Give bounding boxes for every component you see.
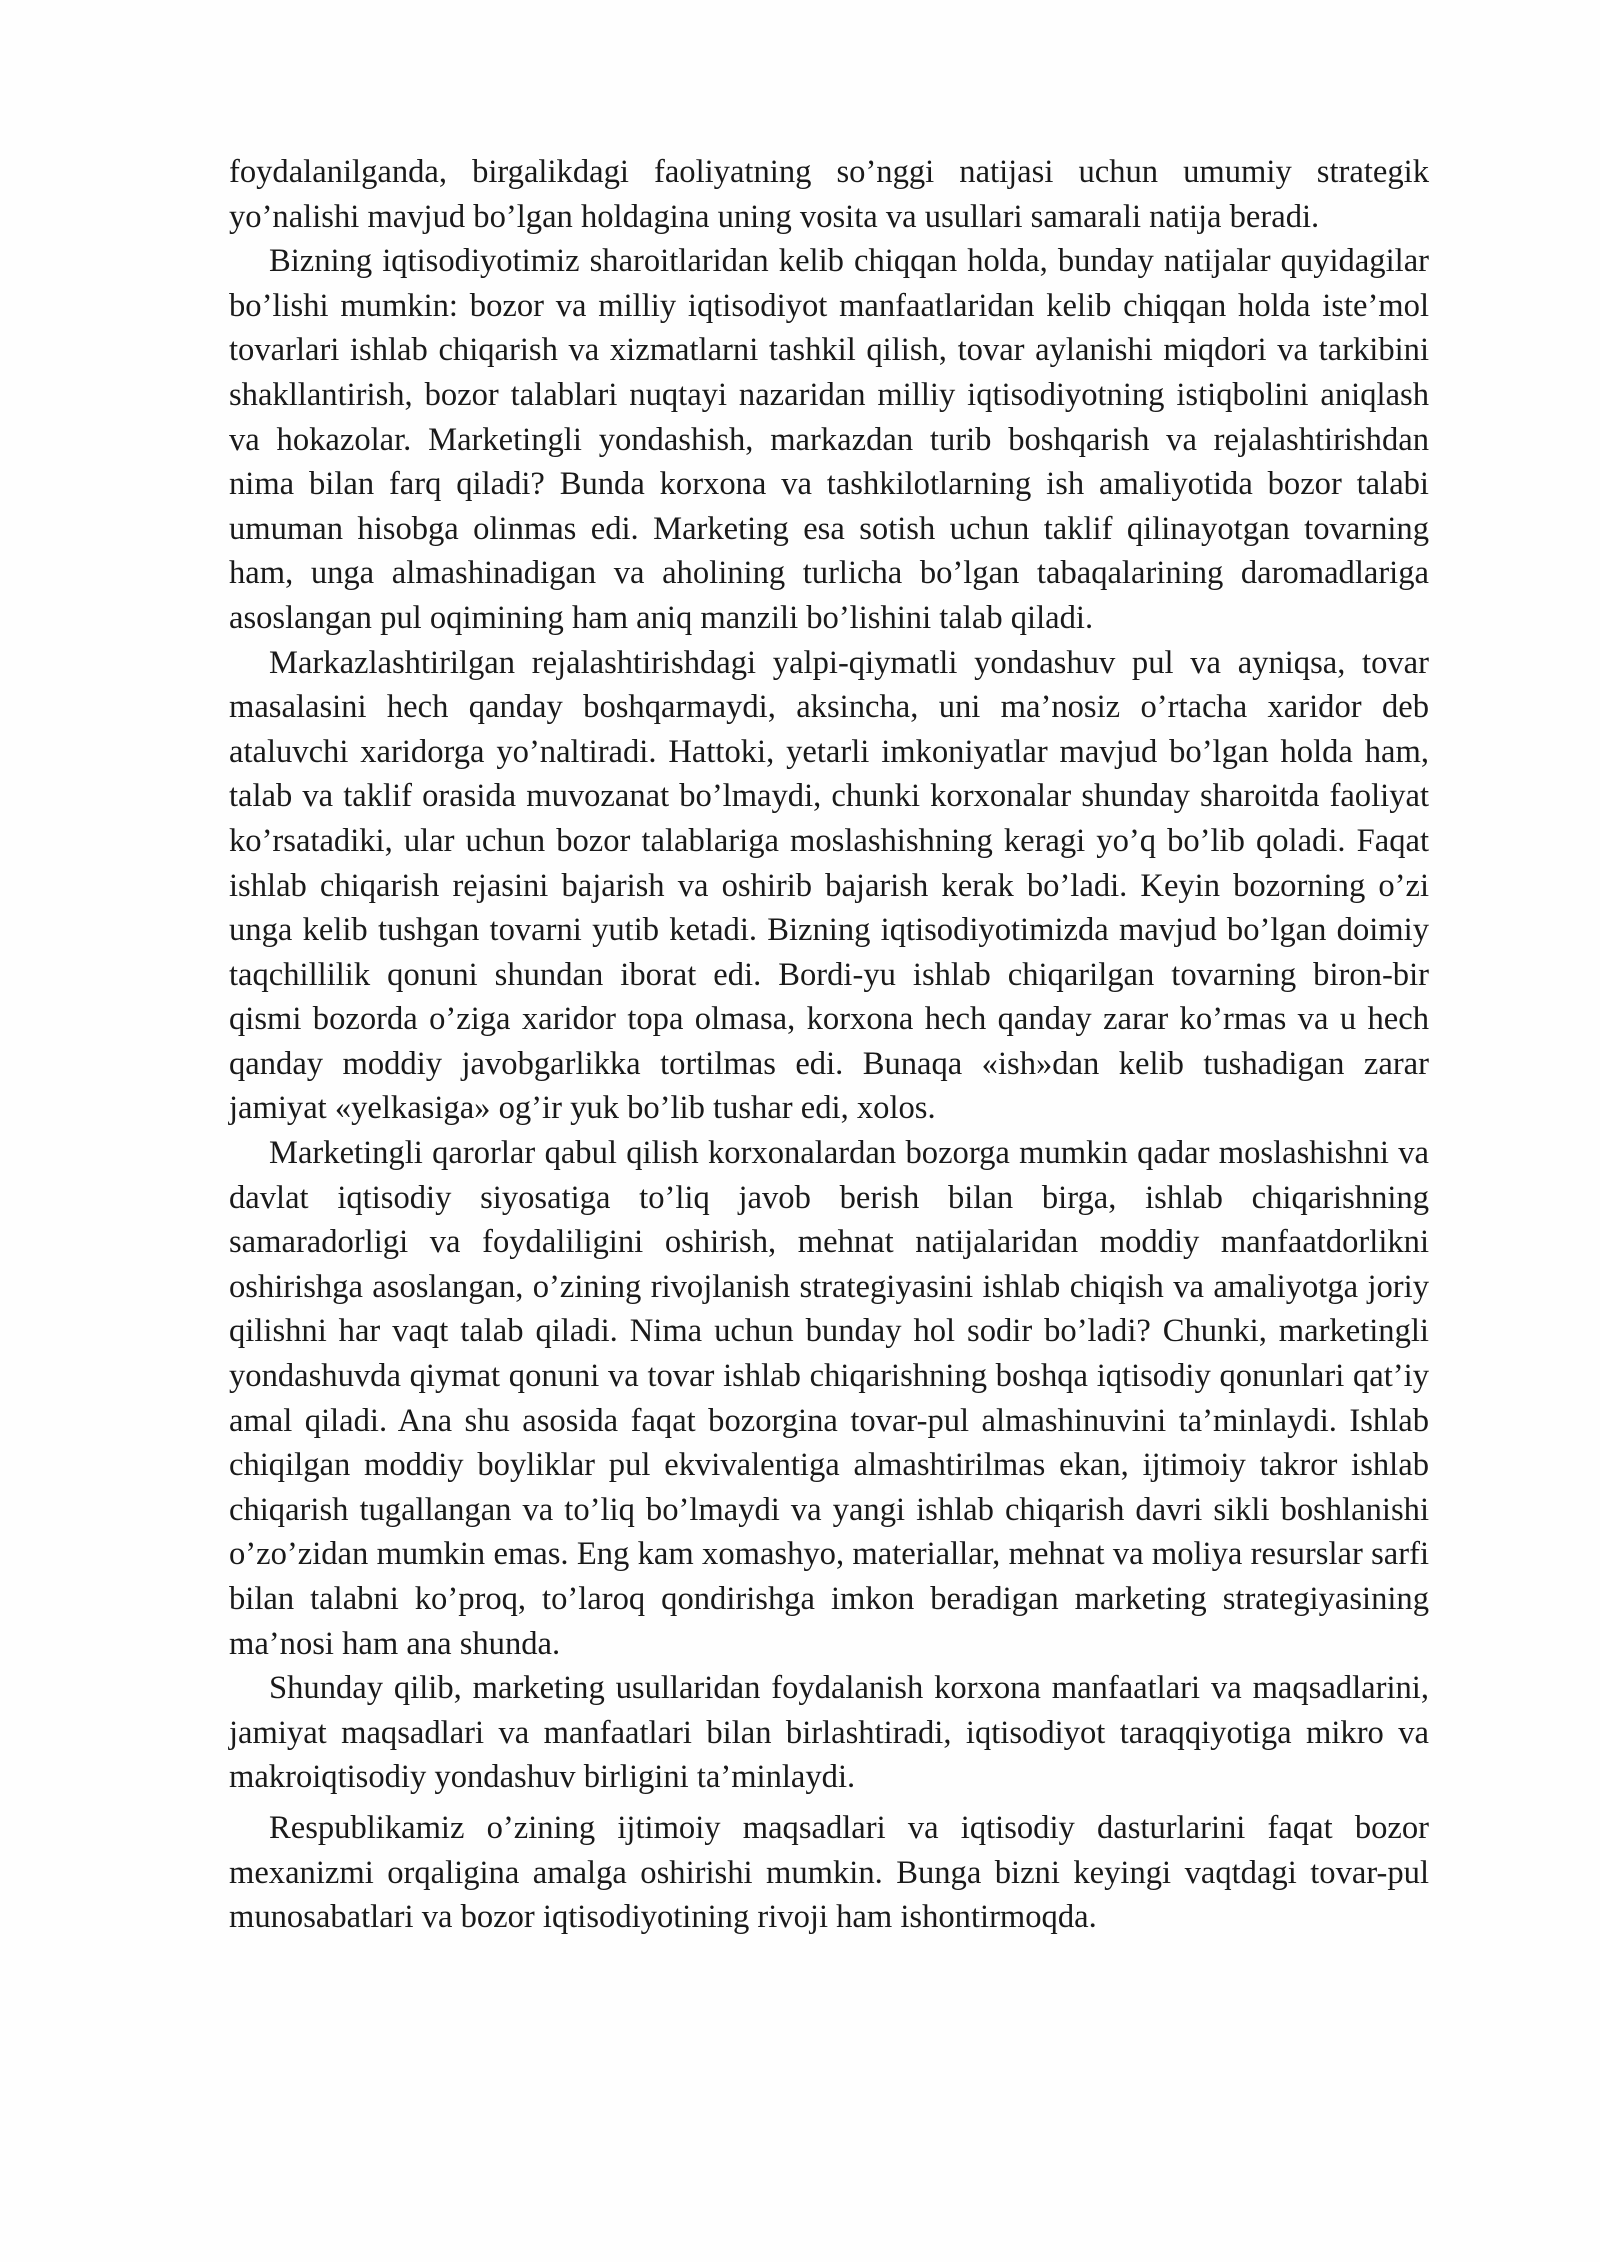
paragraph-4: Marketingli qarorlar qabul qilish korxonalardan bozorga mumkin qadar moslashishni va davlat iqtisodiy siyosatiga to’liq javob berish bilan birga, ishlab chiqarishning samaradorligi va foydaliligini oshirish, mehnat natijalaridan moddiy manfaatdorlikni oshirishga asoslangan, o’zining rivojlanish strategiyasini ishlab chiqish va amaliyotga joriy qilishni har vaqt talab qiladi. Nima uchun bunday hol sodir bo’ladi? Chunki, marketingli yondashuvda qiymat qonuni va tovar ishlab chiqarishning boshqa iqtisodiy qonunlari qat’iy amal qiladi. Ana shu asosida faqat bozorgina tovar-pul almashinuvini ta’minlaydi. Ishlab chiqilgan moddiy boyliklar pul ekvivalentiga almashtirilmas ekan, ijtimoiy takror ishlab chiqarish tugallangan va to’liq bo’lmaydi va yangi ishlab chiqarish davri sikli boshlanishi o’zo’zidan mumkin emas. Eng kam xomashyo, materiallar, mehnat va moliya resurslar sarfi bilan talabni ko’proq, to’laroq qondirishga imkon beradigan marketing strategiyasining ma’nosi ham ana shunda. bbox=[229, 1135, 1429, 1662]
body-text bbox=[229, 150, 1429, 1940]
paragraph-5: Shunday qilib, marketing usullaridan foydalanish korxona manfaatlari va maqsadlarini, jamiyat maqsadlari va manfaatlari bilan birlashtiradi, iqtisodiyot taraqqiyotiga mikro va makroiqtisodiy yondashuv birligini ta’minlaydi. bbox=[229, 1670, 1429, 1796]
paragraph-3: Markazlashtirilgan rejalashtirishdagi yalpi-qiymatli yondashuv pul va ayniqsa, tovar masalasini hech qanday boshqarmaydi, aksincha, uni ma’nosiz o’rtacha xaridor deb ataluvchi xaridorga yo’naltiradi. Hattoki, yetarli imkoniyatlar mavjud bo’lgan holda ham, talab va taklif orasida muvozanat bo’lmaydi, chunki korxonalar shunday sharoitda faoliyat ko’rsatadiki, ular uchun bozor talablariga moslashishning keragi yo’q bo’lib qoladi. Faqat ishlab chiqarish rejasini bajarish va oshirib bajarish kerak bo’ladi. Keyin bozorning o’zi unga kelib tushgan tovarni yutib ketadi. Bizning iqtisodiyotimizda mavjud bo’lgan doimiy taqchillilik qonuni shundan iborat edi. Bordi-yu ishlab chiqarilgan tovarning biron-bir qismi bozorda o’ziga xaridor topa olmasa, korxona hech qanday zarar ko’rmas va u hech qanday moddiy javobgarlikka tortilmas edi. Bunaqa «ish»dan kelib tushadigan zarar jamiyat «yelkasiga» og’ir yuk bo’lib tushar edi, xolos. bbox=[229, 644, 1429, 1127]
paragraph-6: Respublikamiz o’zining ijtimoiy maqsadlari va iqtisodiy dasturlarini faqat bozor mexanizmi orqaligina amalga oshirishi mumkin. Bunga bizni keyingi vaqtdagi tovar-pul munosabatlari va bozor iqtisodiyotining rivoji ham ishontirmoqda. bbox=[229, 1809, 1429, 1936]
paragraph-1: foydalanilganda, birgalikdagi faoliyatning so’nggi natijasi uchun umumiy strategik yo’nalishi mavjud bo’lgan holdagina uning vosita va usullari samarali natija beradi. bbox=[229, 154, 1429, 235]
paragraph-2: Bizning iqtisodiyotimiz sharoitlaridan kelib chiqqan holda, bunday natijalar quyidagilar bo’lishi mumkin: bozor va milliy iqtisodiyot manfaatlaridan kelib chiqqan holda iste’mol tovarlari ishlab chiqarish va xizmatlarni tashkil qilish, tovar aylanishi miqdori va tarkibini shakllantirish, bozor talablari nuqtayi nazaridan milliy iqtisodiyotning istiqbolini aniqlash va hokazolar. Marketingli yondashish, markazdan turib boshqarish va rejalashtirishdan nima bilan farq qiladi? Bunda korxona va tashkilotlarning ish amaliyotida bozor talabi umuman hisobga olinmas edi. Marketing esa sotish uchun taklif qilinayotgan tovarning ham, unga almashinadigan va aholining turlicha bo’lgan tabaqalarining daromadlariga asoslangan pul oqimining ham aniq manzili bo’lishini talab qiladi. bbox=[229, 243, 1429, 636]
